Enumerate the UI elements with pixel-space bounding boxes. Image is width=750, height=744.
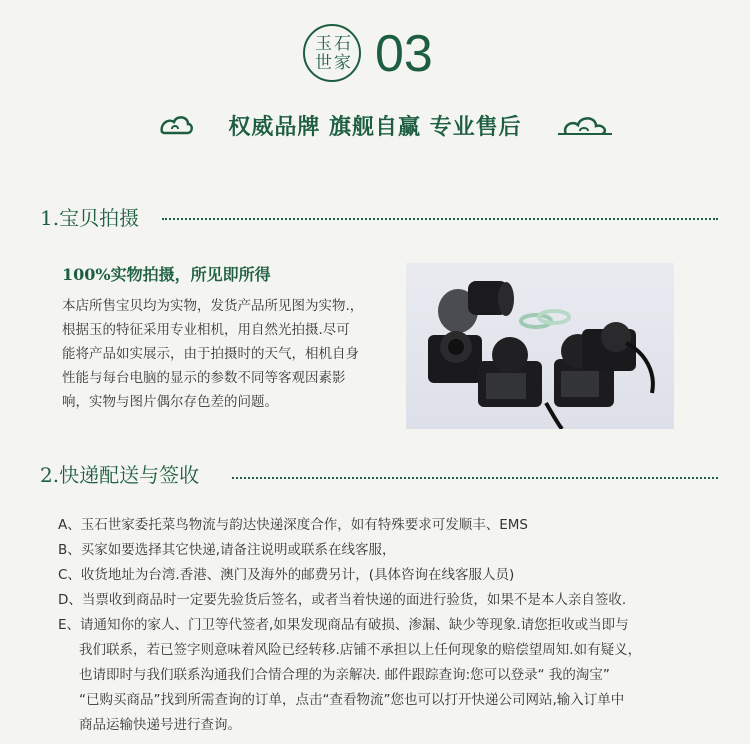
logo-char: 玉 bbox=[315, 34, 332, 54]
paragraph-line: 能将产品如实展示，由于拍摄时的天气，相机自身 bbox=[62, 346, 359, 362]
paragraph-line: 本店所售宝贝均为实物，发货产品所见图为实物.， bbox=[62, 298, 364, 314]
section-subtitle: 100%实物拍摄，所见即所得 bbox=[62, 265, 271, 284]
section-title-shipping: 2.快递配送与签收 bbox=[40, 463, 200, 487]
brand-tagline: 权威品牌 旗舰自赢 专业售后 bbox=[228, 114, 522, 140]
section-title-photography: 1.宝贝拍摄 bbox=[40, 206, 140, 230]
paragraph-line: 根据玉的特征采用专业相机，用自然光拍摄.尽可 bbox=[62, 322, 350, 338]
logo-char: 世 bbox=[315, 53, 332, 73]
dotted-divider bbox=[162, 218, 718, 220]
dotted-divider bbox=[232, 477, 718, 479]
shipping-item-e-cont: 也请即时与我们联系沟通我们合情合理的为亲解决. 邮件跟踪查询:您可以登录“ 我的淘宝” bbox=[79, 667, 610, 683]
paragraph-line: 响，实物与图片偶尔存色差的问题。 bbox=[62, 394, 278, 410]
shipping-item-e-cont: 商品运输快递号进行查询。 bbox=[79, 717, 241, 733]
logo-char: 家 bbox=[334, 53, 351, 73]
shipping-item-a: A、玉石世家委托菜鸟物流与韵达快递深度合作，如有特殊要求可发顺丰、EMS bbox=[58, 517, 528, 533]
brand-logo bbox=[303, 24, 453, 86]
cloud-ornament-right-icon bbox=[556, 112, 616, 140]
camera-photo bbox=[406, 263, 674, 429]
logo-seal bbox=[303, 24, 361, 82]
section-number: 03 bbox=[375, 25, 433, 83]
shipping-item-e-cont: 我们联系，若已签字则意味着风险已经转移.店铺不承担以上任何现象的赔偿望周知.如有疑义， bbox=[79, 642, 642, 658]
shipping-item-c: C、收货地址为台湾.香港、澳门及海外的邮费另计，(具体咨询在线客服人员) bbox=[58, 567, 515, 583]
shipping-item-d: D、当票收到商品时一定要先验货后签名，或者当着快递的面进行验货，如果不是本人亲自签收. bbox=[58, 592, 627, 608]
shipping-item-e-cont: “已购买商品”找到所需查询的订单，点击“查看物流”您也可以打开快递公司网站,输入订单中 bbox=[79, 692, 625, 708]
shipping-item-b: B、买家如要选择其它快递,请备注说明或联系在线客服， bbox=[58, 542, 396, 558]
paragraph-line: 性能与每台电脑的显示的参数不同等客观因素影 bbox=[62, 370, 346, 386]
logo-char: 石 bbox=[334, 34, 351, 54]
shipping-item-e: E、请通知你的家人、门卫等代签者,如果发现商品有破损、渗漏、缺少等现象.请您拒收或当即与 bbox=[58, 617, 629, 633]
